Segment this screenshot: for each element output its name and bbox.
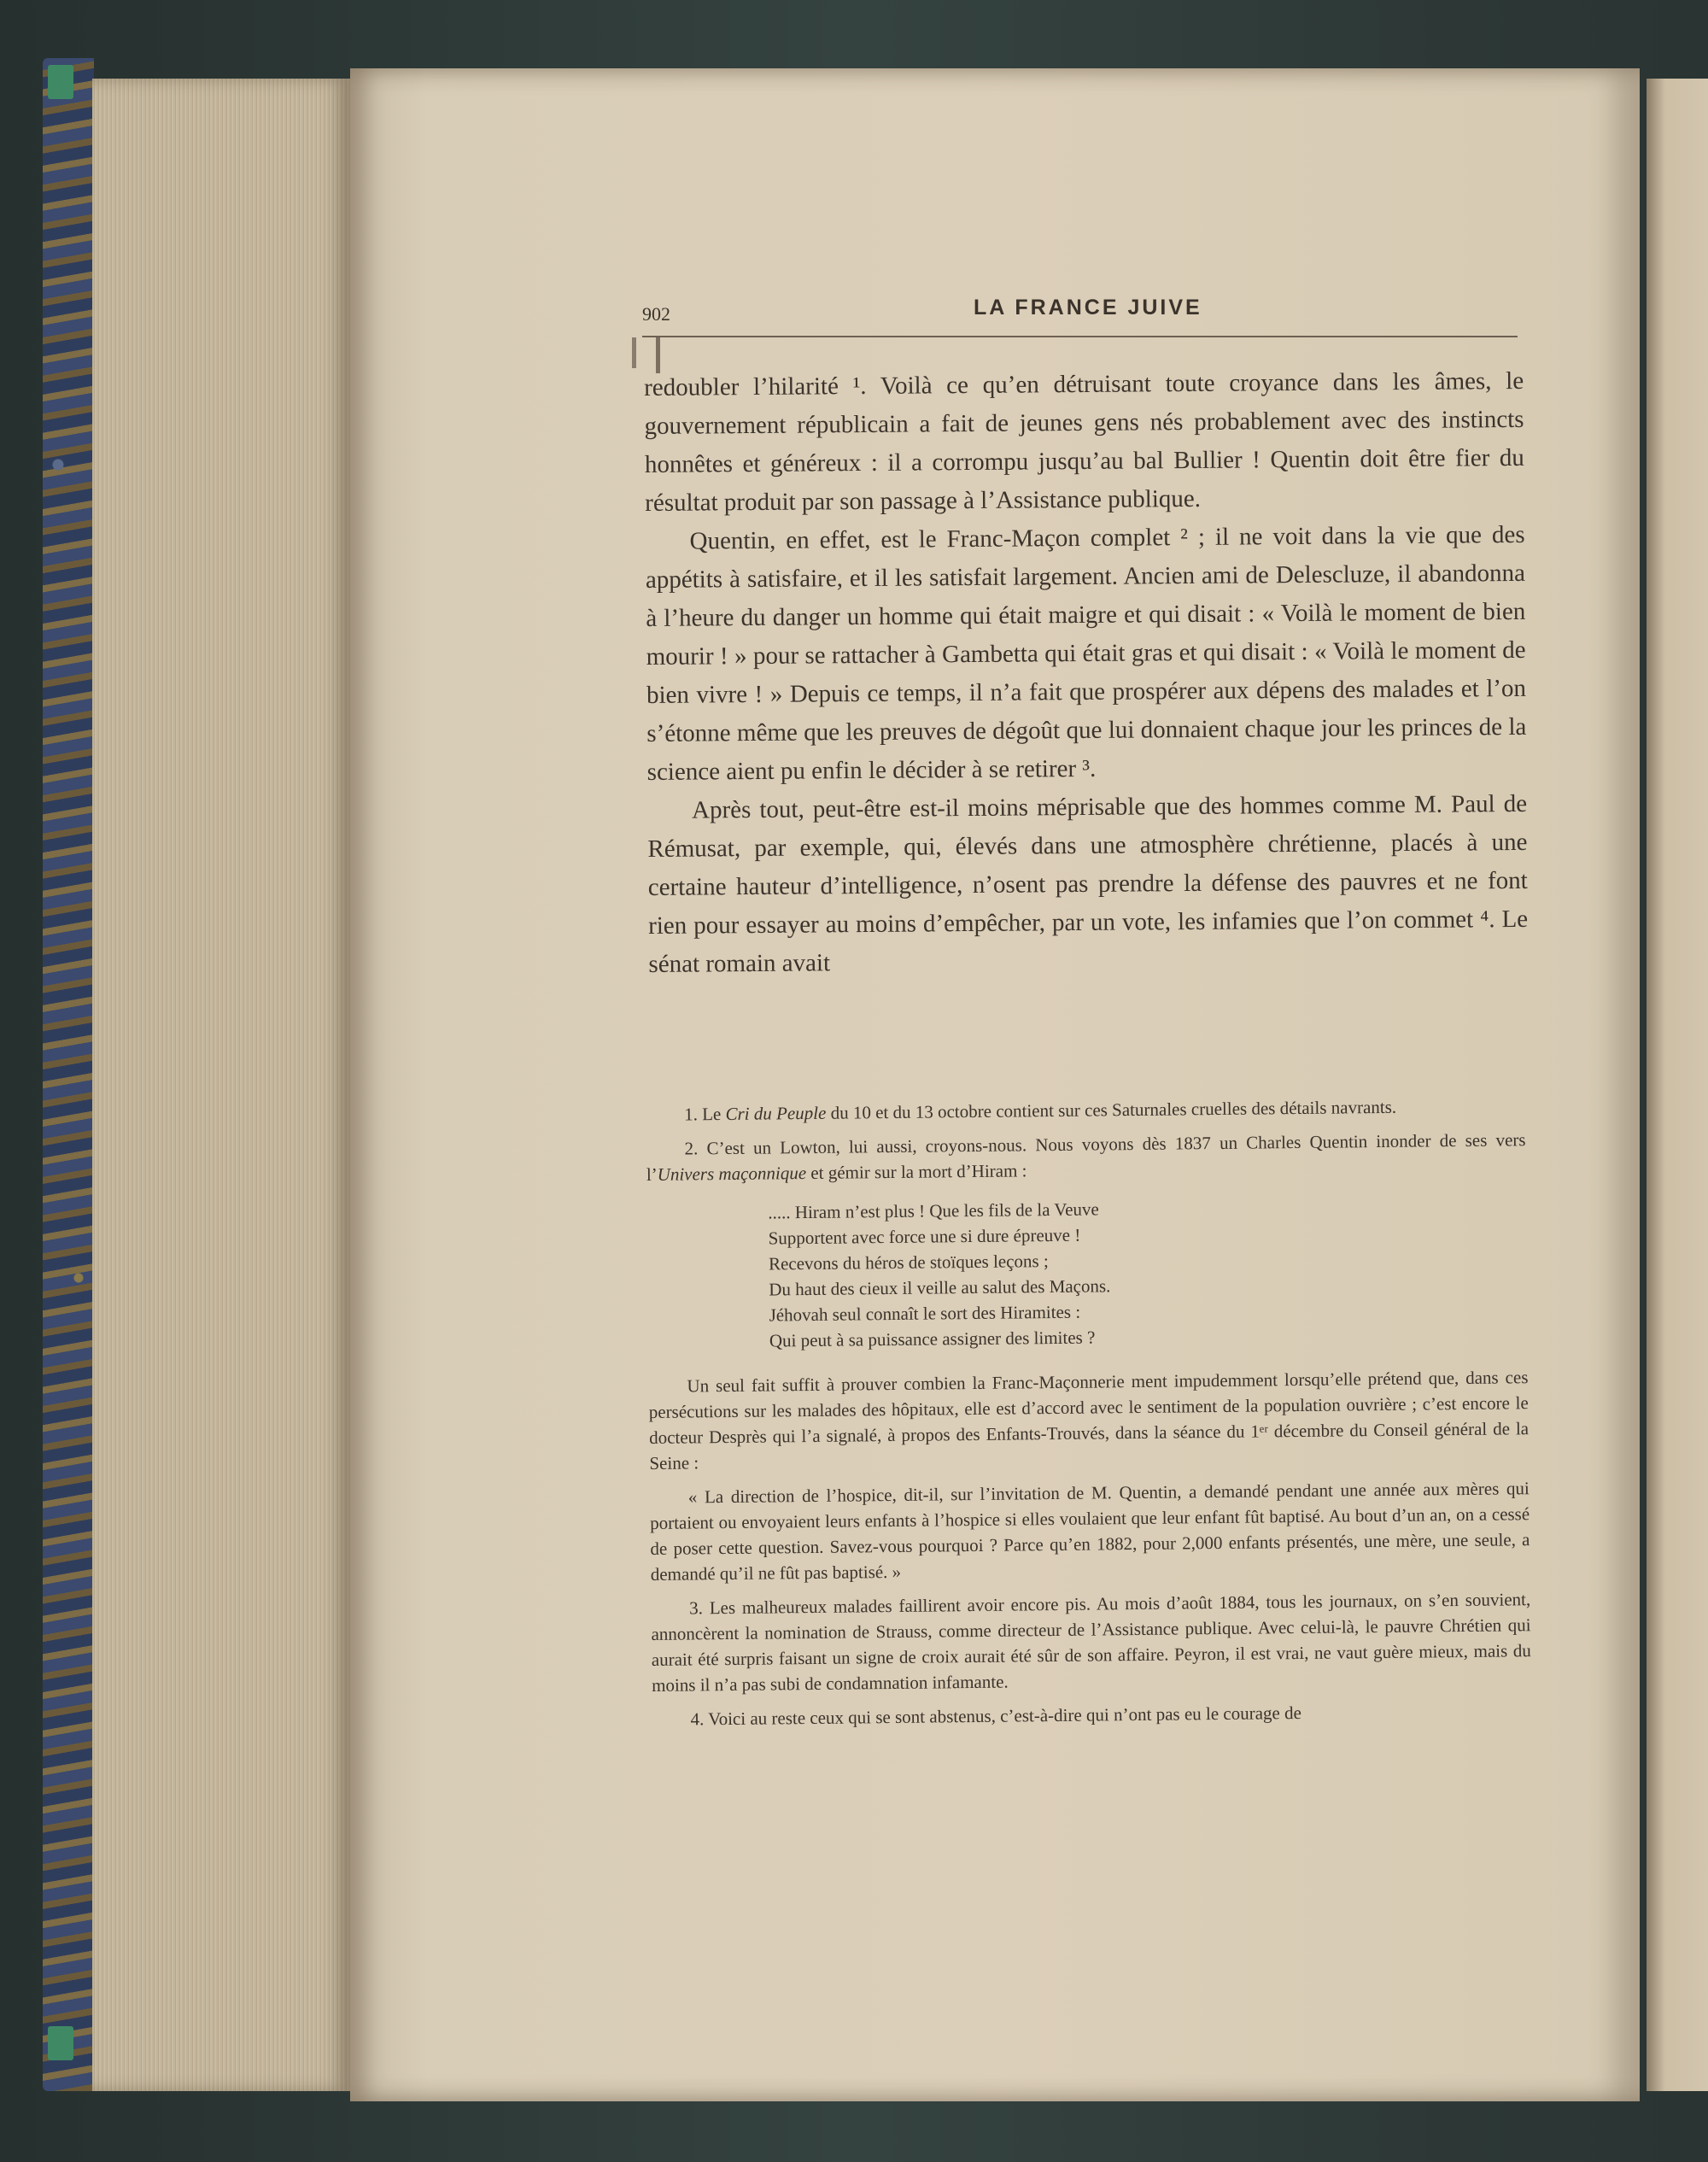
ink-mark xyxy=(632,337,636,368)
page-edges-block xyxy=(92,79,350,2091)
verse-line: Qui peut à sa puissance assigner des limites ? xyxy=(769,1327,1096,1351)
verse-line: Supportent avec force une si dure épreuve ! xyxy=(768,1224,1081,1249)
verse-line: ..... Hiram n’est plus ! Que les fils de la Veuve xyxy=(768,1198,1099,1223)
footnote-italic: Univers maçonnique xyxy=(657,1163,807,1185)
footnote-4: 4. Voici au reste ceux qui se sont abstenus, c’est-à-dire qui n’ont pas eu le courage de xyxy=(690,1702,1301,1730)
footnotes xyxy=(646,1093,1532,1741)
footnote-3: 3. Les malheureux malades faillirent avoir encore pis. Au mois d’août 1884, tous les journaux, on s’en souvient, annoncèrent la nomination de Strauss, comme directeur de l’Assistance publique. Avec celui-là, le pauvre Chrétien qui aurait été surpris faisant un signe de croix aurait été sûr de son affaire. Peyron, il est vrai, ne vaut guère mieux, mais du moins il n’a pas subi de condamnation infamante. xyxy=(651,1589,1531,1696)
header-rule xyxy=(642,336,1518,337)
marbled-book-cover xyxy=(43,58,94,2091)
footnote-text: 2. C’est un Lowton, lui aussi, croyons-nous. Nous voyons dès 1837 un Charles Quentin inonder de ses vers l’ xyxy=(646,1129,1526,1185)
footnote-2-quote: « La direction de l’hospice, dit-il, sur l’invitation de M. Quentin, a demandé pendant une année aux mères qui portaient ou envoyaient leurs enfants à l’hospice si elles voulaient que leur enfant fût baptisé. Au bout d’un an, on a cessé de poser cette question. Savez-vous pourquoi ? Parce qu’en 1882, pour 2,000 enfants présentés, une mère, une seule, a demandé qu’il ne fût pas baptisé. » xyxy=(650,1478,1530,1585)
footnote-text: et gémir sur la mort d’Hiram : xyxy=(805,1160,1027,1184)
page-number: 902 xyxy=(642,303,670,325)
ink-mark xyxy=(656,337,660,373)
footnote-text: 1. Le xyxy=(684,1104,726,1125)
facing-page-edge xyxy=(1647,79,1708,2091)
paragraph: Quentin, en effet, est le Franc-Maçon complet ² ; il ne voit dans la vie que des appétits à satisfaire, et il les satisfait largement. Ancien ami de Delescluze, il abandonna à l’heure du danger un homme qui était maigre et qui disait : « Voilà le moment de bien mourir ! » pour se rattacher à Gambetta qui était gras et qui disait : « Voilà le moment de bien vivre ! » Depuis ce temps, il n’a fait que prospérer aux dépens des malades et l’on s’étonne même que les preuves de dégoût que lui donnaient chaque jour les princes de la science aient pu enfin le décider à se retirer ³. xyxy=(645,520,1527,786)
footnote-text: du 10 et du 13 octobre contient sur ces Saturnales cruelles des détails navrants. xyxy=(826,1096,1397,1123)
running-title: LA FRANCE JUIVE xyxy=(974,296,1202,319)
verse-line: Du haut des cieux il veille au salut des Maçons. xyxy=(769,1275,1111,1300)
footnote-italic: Cri du Peuple xyxy=(725,1102,827,1125)
verse-line: Jéhovah seul connaît le sort des Hiramites : xyxy=(769,1301,1081,1326)
verse-line: Recevons du héros de stoïques leçons ; xyxy=(768,1251,1049,1274)
green-cover-tab-top xyxy=(48,65,73,99)
main-text xyxy=(644,362,1529,984)
paragraph: redoubler l’hilarité ¹. Voilà ce qu’en détruisant toute croyance dans les âmes, le gouvernement républicain a fait de jeunes gens nés probablement avec des instincts honnêtes et généreux : il a corrompu jusqu’au bal Bullier ! Quentin doit être fier du résultat produit par son passage à l’Assistance publique. xyxy=(644,366,1524,517)
green-cover-tab-bottom xyxy=(48,2026,73,2060)
verse-block xyxy=(768,1192,1528,1353)
footnote-2 xyxy=(646,1127,1526,1187)
paragraph: Après tout, peut-être est-il moins méprisable que des hommes comme M. Paul de Rémusat, par exemple, qui, élevés dans une atmosphère chrétienne, placés à une certaine hauteur d’intelligence, n’osent pas prendre la défense des pauvres et ne font rien pour essayer au moins d’empêcher, par un vote, les infamies que l’on commet ⁴. Le sénat romain avait xyxy=(647,789,1529,978)
footnote-2-continued: Un seul fait suffit à prouver combien la Franc-Maçonnerie ment impudemment lorsqu’elle prétend que, dans ces persécutions sur les malades des hôpitaux, elle est d’accord avec le sentiment de la population ouvrière ; c’est encore le docteur Desprès qui l’a signalé, à propos des Enfants-Trouvés, dans la séance du 1ᵉʳ décembre du Conseil général de la Seine : xyxy=(648,1367,1530,1474)
